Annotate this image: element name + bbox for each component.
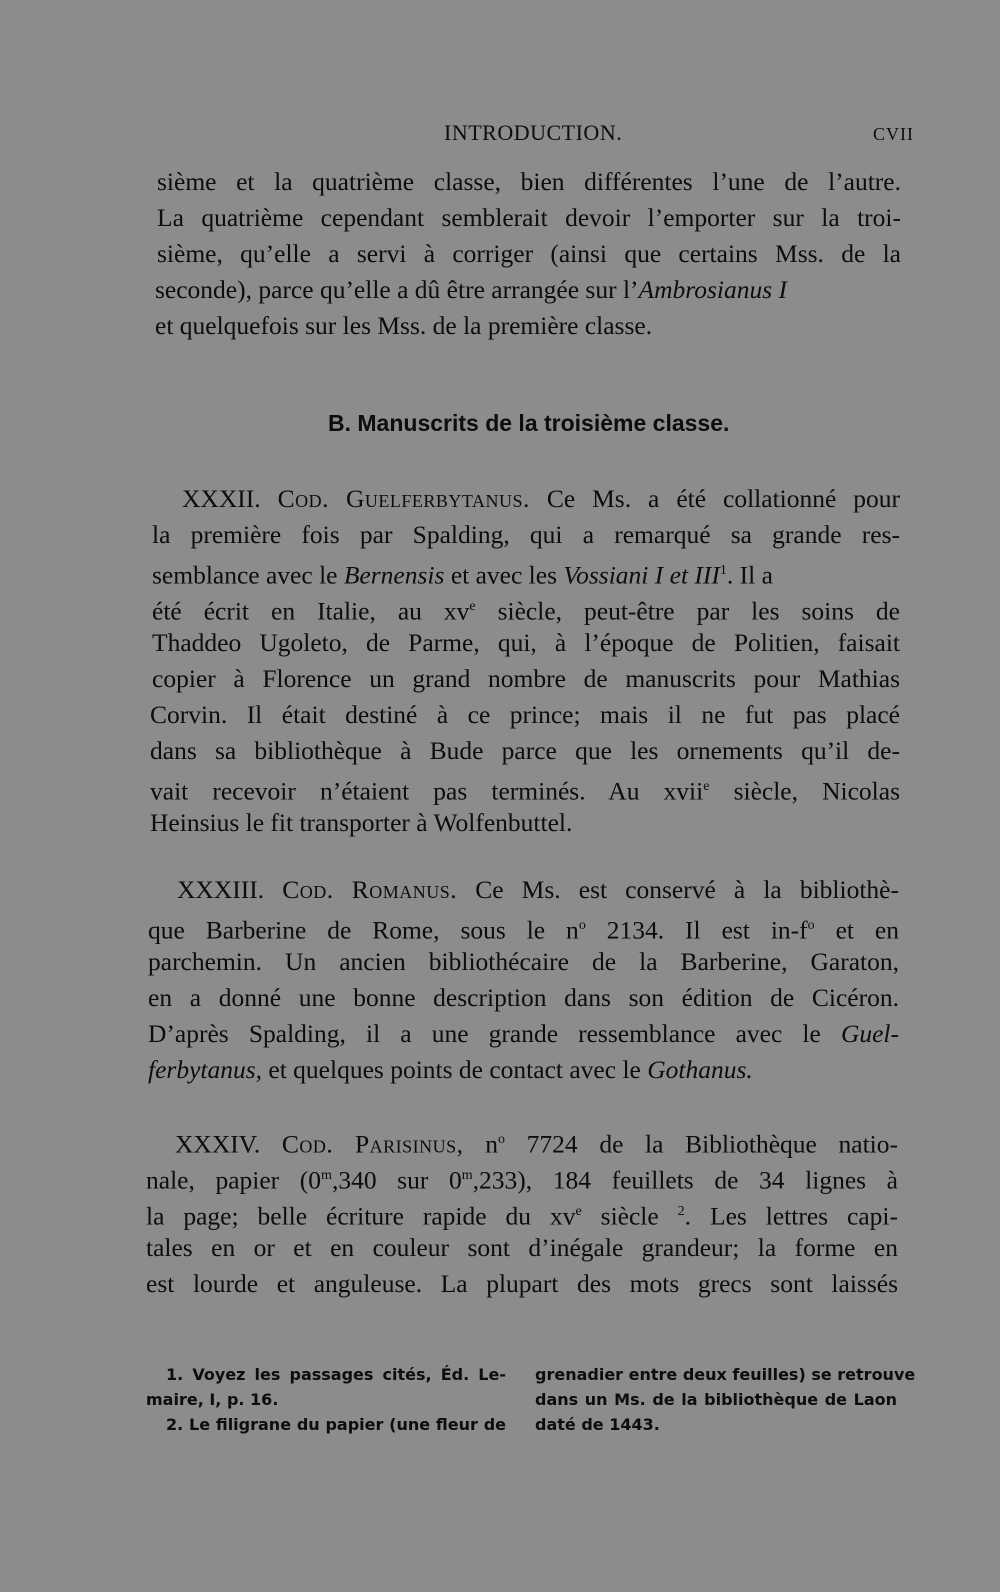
- entry-first-line: [175, 1122, 898, 1158]
- text-line: Thaddeo Ugoleto, de Parme, qui, à l’époque de Politien, faisait: [152, 628, 900, 657]
- superscript: o: [497, 1132, 505, 1147]
- manuscript-name: Parisinus,: [354, 1129, 464, 1159]
- text-line: [155, 272, 901, 308]
- text-line: [152, 553, 900, 589]
- cod-label: Cod.: [281, 1129, 334, 1159]
- text-span: D’après Spalding, il a une grande ressemblance avec le: [148, 1019, 841, 1048]
- footnote-line: dans un Ms. de la bibliothèque de Laon: [535, 1390, 897, 1409]
- text-line: [146, 1194, 898, 1230]
- text-span: vait recevoir n’étaient pas terminés. Au xvii: [150, 776, 704, 806]
- entry-number: XXXIV.: [175, 1129, 261, 1159]
- text-span: 7724 de la Bibliothèque natio-: [504, 1129, 899, 1159]
- page-number: CVII: [873, 124, 914, 144]
- text-line: [148, 1016, 899, 1052]
- running-header: [0, 120, 1000, 150]
- text-line: Corvin. Il était destiné à ce prince; mais il ne fut pas placé: [150, 700, 900, 729]
- text-span: Ce Ms. est conservé à la bibliothè-: [475, 875, 899, 904]
- text-line: [148, 908, 899, 944]
- running-title: INTRODUCTION.: [444, 120, 623, 145]
- footnote-line: daté de 1443.: [535, 1415, 660, 1434]
- text-span: semblance avec le: [152, 560, 344, 590]
- text-line: est lourde et anguleuse. La plupart des mots grecs sont laissés: [146, 1269, 898, 1298]
- footnote-line: maire, I, p. 16.: [146, 1390, 279, 1409]
- footnote-line: grenadier entre deux feuilles) se retrouve: [535, 1365, 916, 1384]
- text-line: dans sa bibliothèque à Bude parce que les ornements qu’il de-: [150, 736, 900, 765]
- text-span: 2134. Il est in-f: [585, 915, 808, 945]
- superscript: m: [321, 1168, 332, 1183]
- section-heading: B. Manuscrits de la troisième classe.: [328, 410, 730, 436]
- manuscript-name: Vossiani I et III: [563, 560, 720, 590]
- text-line: [150, 769, 900, 805]
- text-span: nale, papier (0: [146, 1165, 322, 1195]
- manuscript-name: Ambrosianus I: [638, 275, 788, 304]
- text-span: n: [485, 1129, 498, 1159]
- manuscript-name: Gothanus.: [647, 1055, 753, 1084]
- manuscript-name: Guel-: [840, 1019, 899, 1048]
- entry-number: XXXIII.: [177, 875, 265, 904]
- text-span: et quelques points de contact avec le: [262, 1055, 648, 1084]
- entry-number: XXXII.: [182, 484, 261, 513]
- text-span: siècle, Nicolas: [709, 776, 900, 806]
- footnote-line: 2. Le filigrane du papier (une fleur de: [166, 1415, 506, 1434]
- superscript: e: [575, 1204, 582, 1219]
- superscript: o: [578, 918, 586, 933]
- manuscript-name: Guelferbytanus.: [345, 484, 530, 513]
- text-line: tales en or et en couleur sont d’inégale grandeur; la forme en: [146, 1233, 898, 1262]
- text-line: [146, 1158, 898, 1194]
- text-line: et quelquefois sur les Mss. de la première classe.: [155, 311, 653, 340]
- text-span: été écrit en Italie, au xv: [152, 596, 470, 626]
- footnote-line: 1. Voyez les passages cités, Éd. Le-: [166, 1365, 506, 1384]
- text-span: la page; belle écriture rapide du xv: [146, 1201, 576, 1231]
- entry-first-line: [177, 872, 899, 908]
- manuscript-name: Romanus.: [351, 875, 458, 904]
- cod-label: Cod.: [277, 484, 329, 513]
- text-span: ,340 sur 0: [331, 1165, 462, 1195]
- text-span: . Il a: [726, 560, 773, 590]
- text-span: seconde), parce qu’elle a dû être arrangée sur l’: [155, 275, 639, 304]
- text-line: [152, 589, 900, 625]
- cod-label: Cod.: [282, 875, 334, 904]
- text-span: siècle: [581, 1201, 678, 1231]
- footnote-ref: 2: [677, 1204, 685, 1219]
- text-line: [148, 1052, 868, 1088]
- text-line: en a donné une bonne description dans son édition de Cicéron.: [148, 983, 899, 1012]
- text-line: sième, qu’elle a servi à corriger (ainsi que certains Mss. de la: [157, 239, 901, 268]
- superscript: m: [461, 1168, 473, 1183]
- superscript: e: [469, 599, 476, 614]
- footnote-ref: 1: [719, 563, 727, 578]
- manuscript-name: ferbytanus,: [148, 1055, 263, 1084]
- entry-first-line: [182, 481, 900, 517]
- text-line: Heinsius le fit transporter à Wolfenbuttel.: [150, 808, 573, 837]
- text-span: et en: [814, 915, 899, 945]
- manuscript-name: Bernensis: [343, 560, 445, 590]
- text-span: . Les lettres capi-: [684, 1201, 898, 1231]
- text-span: siècle, peut-être par les soins de: [475, 596, 900, 626]
- superscript: o: [807, 918, 815, 933]
- text-line: la première fois par Spalding, qui a remarqué sa grande res-: [152, 520, 900, 549]
- superscript: e: [703, 779, 710, 794]
- text-line: copier à Florence un grand nombre de manuscrits pour Mathias: [152, 664, 900, 693]
- text-span: Ce Ms. a été collationné pour: [546, 484, 901, 513]
- text-line: parchemin. Un ancien bibliothécaire de la Barberine, Garaton,: [148, 947, 899, 976]
- text-line: sième et la quatrième classe, bien différentes l’une de l’autre.: [157, 167, 901, 196]
- text-span: que Barberine de Rome, sous le n: [148, 915, 579, 945]
- text-span: et avec les: [444, 560, 564, 590]
- text-line: La quatrième cependant semblerait devoir l’emporter sur la troi-: [157, 203, 901, 232]
- text-span: ,233), 184 feuillets de 34 lignes à: [472, 1165, 898, 1195]
